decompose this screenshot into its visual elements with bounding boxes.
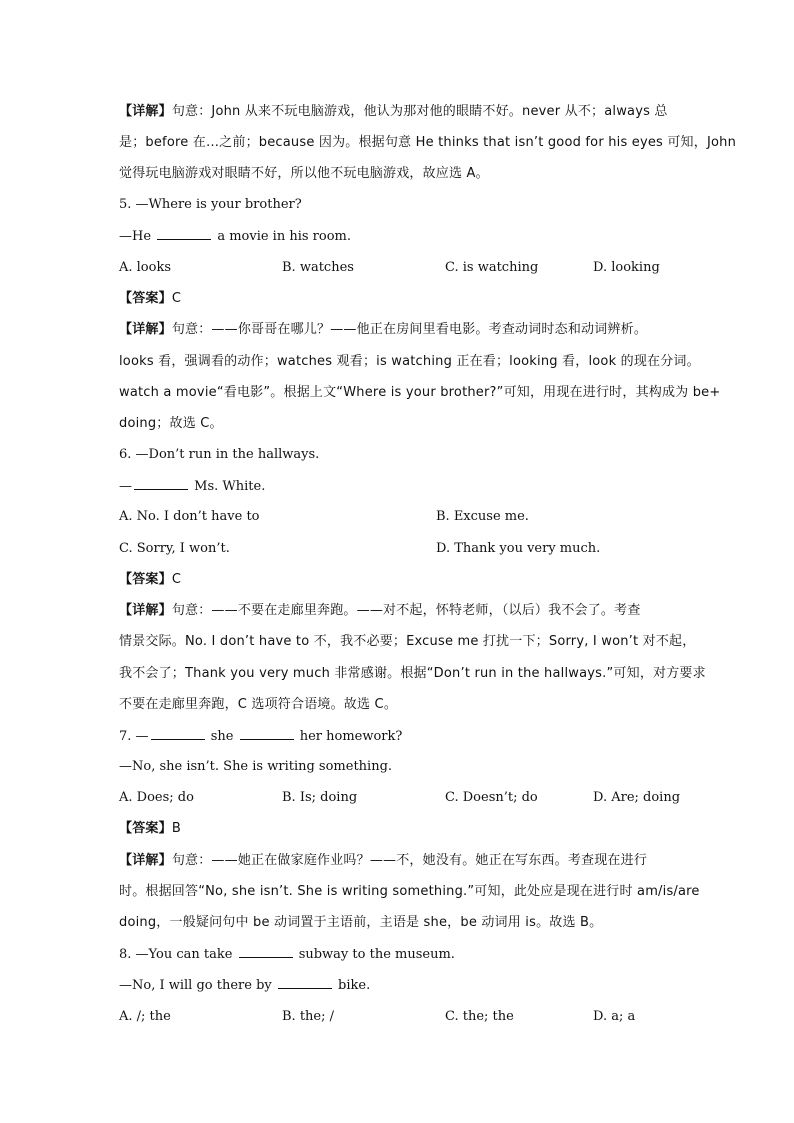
- q4-detail-line-3: 觉得玩电脑游戏对眼睛不好，所以他不玩电脑游戏，故应选 A。: [119, 166, 489, 181]
- answer-blank: [151, 728, 205, 740]
- q5-answer: [119, 291, 181, 307]
- detail-text: 句意：John 从来不玩电脑游戏，他认为那对他的眼睛不好。never 从不；always 总: [171, 104, 668, 119]
- answer-blank: [134, 478, 188, 490]
- q6-answer: [119, 572, 181, 588]
- q6-reply: [119, 478, 265, 495]
- q5-detail-line-2: looks 看，强调看的动作；watches 观看；is watching 正在看；looking 看，look 的现在分词。: [119, 354, 700, 369]
- detail-text: 句意：——不要在走廊里奔跑。——对不起，怀特老师，（以后）我不会了。考查: [171, 603, 641, 618]
- q5-option-d: D. looking: [593, 260, 660, 275]
- answer-tag: 【答案】: [119, 821, 172, 836]
- q5-detail-line-4: doing；故选 C。: [119, 416, 223, 431]
- q7-detail-line-1: [119, 853, 647, 869]
- answer-tag: 【答案】: [119, 572, 172, 587]
- answer-blank: [239, 946, 293, 958]
- q7-option-c: C. Doesn’t; do: [445, 790, 538, 805]
- q8-option-b: B. the; /: [282, 1009, 334, 1024]
- reply-text: a movie in his room.: [217, 229, 352, 244]
- reply-text: —: [119, 479, 132, 494]
- reply-text: —He: [119, 229, 152, 244]
- reply-text: —No, I will go there by: [119, 978, 272, 993]
- q7-answer: [119, 821, 181, 837]
- q7-detail-line-3: doing，一般疑问句中 be 动词置于主语前，主语是 she，be 动词用 is。故选 B。: [119, 915, 603, 930]
- q6-detail-line-4: 不要在走廊里奔跑，C 选项符合语境。故选 C。: [119, 697, 398, 712]
- q7-detail-line-2: 时。根据回答“No, she isn’t. She is writing something.”可知，此处应是现在进行时 am/is/are: [119, 884, 700, 899]
- q5-option-b: B. watches: [282, 260, 354, 275]
- q8-stem: [119, 946, 455, 963]
- detail-tag: 【详解】: [119, 853, 172, 868]
- answer-tag: 【答案】: [119, 291, 172, 306]
- stem-text: her homework?: [299, 729, 403, 744]
- q8-option-c: C. the; the: [445, 1009, 514, 1024]
- q6-option-b: B. Excuse me.: [436, 509, 529, 524]
- q4-detail-line-2: 是；before 在…之前；because 因为。根据句意 He thinks that isn’t good for his eyes 可知，John: [119, 135, 737, 150]
- q5-option-c: C. is watching: [445, 260, 539, 275]
- answer-blank: [157, 228, 211, 240]
- q4-detail-line-1: [119, 104, 668, 120]
- q7-reply: —No, she isn’t. She is writing something.: [119, 759, 393, 774]
- answer-blank: [240, 728, 294, 740]
- answer-value: B: [171, 821, 181, 836]
- q5-reply: [119, 228, 351, 245]
- q7-stem: [119, 728, 402, 745]
- q6-detail-line-3: 我不会了；Thank you very much 非常感谢。根据“Don’t run in the hallways.”可知，对方要求: [119, 666, 706, 681]
- q5-option-a: A. looks: [119, 260, 172, 275]
- q8-option-a: A. /; the: [119, 1009, 171, 1024]
- answer-value: C: [171, 572, 182, 587]
- answer-blank: [278, 977, 332, 989]
- answer-value: C: [171, 291, 182, 306]
- q6-option-a: A. No. I don’t have to: [119, 509, 260, 524]
- q6-option-d: D. Thank you very much.: [436, 541, 601, 556]
- detail-tag: 【详解】: [119, 322, 172, 337]
- q6-option-c: C. Sorry, I won’t.: [119, 541, 230, 556]
- q6-detail-line-2: 情景交际。No. I don’t have to 不，我不必要；Excuse me 打扰一下；Sorry, I won’t 对不起，: [119, 634, 696, 649]
- detail-tag: 【详解】: [119, 603, 172, 618]
- q8-option-d: D. a; a: [593, 1009, 636, 1024]
- q7-option-a: A. Does; do: [119, 790, 194, 805]
- q6-detail-line-1: [119, 603, 641, 619]
- detail-text: 句意：——她正在做家庭作业吗？——不，她没有。她正在写东西。考查现在进行: [171, 853, 648, 868]
- q5-detail-line-3: watch a movie“看电影”。根据上文“Where is your brother?”可知，用现在进行时，其构成为 be+: [119, 385, 721, 400]
- reply-text: Ms. White.: [194, 479, 266, 494]
- stem-text: subway to the museum.: [298, 947, 455, 962]
- q7-option-b: B. Is; doing: [282, 790, 358, 805]
- stem-text: 8. —You can take: [119, 947, 233, 962]
- reply-text: bike.: [338, 978, 371, 993]
- q5-detail-line-1: [119, 322, 647, 338]
- stem-text: she: [210, 729, 234, 744]
- q5-stem: 5. —Where is your brother?: [119, 197, 302, 212]
- detail-text: 句意：——你哥哥在哪儿？——他正在房间里看电影。考查动词时态和动词辨析。: [171, 322, 648, 337]
- q8-reply: [119, 977, 370, 994]
- stem-text: 7. —: [119, 729, 149, 744]
- q7-option-d: D. Are; doing: [593, 790, 681, 805]
- q6-stem: 6. —Don’t run in the hallways.: [119, 447, 320, 462]
- detail-tag: 【详解】: [119, 104, 172, 119]
